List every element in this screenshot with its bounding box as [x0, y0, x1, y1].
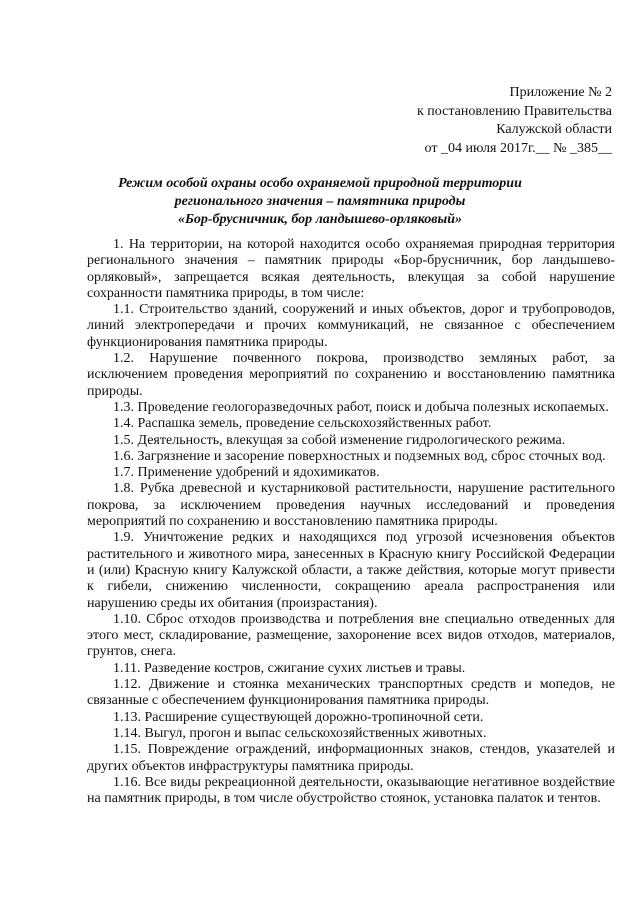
paragraph-1-10: 1.10. Сброс отходов производства и потребления вне специально отведенных для этого мест, складирование, размещение, захоронение всех видов отходов, материалов, грунтов, снега. [87, 611, 615, 660]
paragraph-1-6: 1.6. Загрязнение и засорение поверхностных и подземных вод, сброс сточных вод. [113, 448, 606, 464]
paragraph-1-8: 1.8. Рубка древесной и кустарниковой растительности, нарушение растительного покрова, за исключением проведения научных исследований и проведения мероприятий по сохранению и восстановлению памятника природы. [87, 481, 615, 530]
document-body [87, 237, 615, 807]
appendix-date-number: от _04 июля 2017г.__ № _385__ [424, 140, 612, 156]
appendix-number: Приложение № 2 [509, 85, 612, 100]
paragraph-1-4: 1.4. Распашка земель, проведение сельскохозяйственных работ. [113, 416, 492, 432]
paragraph-1-5: 1.5. Деятельность, влекущая за собой изменение гидрологического режима. [113, 432, 566, 448]
document-title [0, 175, 640, 229]
appendix-reference: к постановлению Правительства [416, 103, 612, 119]
paragraph-1-16: 1.16. Все виды рекреационной деятельности, оказывающие негативное воздействие на памятник природы, в том числе обустройство стоянок, установка палаток и тентов. [87, 774, 615, 807]
paragraph-1-1: 1.1. Строительство зданий, сооружений и иных объектов, дорог и трубопроводов, линий электропередачи и прочих коммуникаций, не связанное с обеспечением функционирования памятника природы. [87, 302, 615, 350]
paragraph-1-15: 1.15. Повреждение ограждений, информационных знаков, стендов, указателей и других объектов инфраструктуры памятника природы. [87, 742, 615, 774]
title-line-1: Режим особой охраны особо охраняемой природной территории [118, 176, 522, 191]
title-line-3: «Бор-брусничник, бор ландышево-орляковый» [177, 212, 463, 227]
appendix-region: Калужской области [496, 122, 612, 137]
paragraph-1: 1. На территории, на которой находится особо охраняемая природная территория регионального значения – памятник природы «Бор-брусничник, бор ландышево-орляковый», запрещается всякая деятельность, влекущая за собой нарушение сохранности памятника природы, в том числе: [87, 237, 615, 301]
paragraph-1-12: 1.12. Движение и стоянка механических транспортных средств и мопедов, не связанные с обеспечением функционирования памятника природы. [87, 677, 615, 709]
appendix-header [417, 84, 612, 158]
paragraph-1-7: 1.7. Применение удобрений и ядохимикатов. [113, 465, 380, 481]
paragraph-1-11: 1.11. Разведение костров, сжигание сухих листьев и травы. [113, 660, 466, 676]
paragraph-1-2: 1.2. Нарушение почвенного покрова, производство земляных работ, за исключением проведения мероприятий по сохранению и восстановлению памятника природы. [87, 351, 615, 399]
paragraph-1-14: 1.14. Выгул, прогон и выпас сельскохозяйственных животных. [113, 725, 487, 741]
paragraph-1-9: 1.9. Уничтожение редких и находящихся под угрозой исчезновения объектов растительного и животного мира, занесенных в Красную книгу Российской Федерации и (или) Красную книгу Калужской области, а также действия, которые могут привести к гибели, снижению численности, сокращению ареала распространения или нарушению среды их обитания (произрастания). [87, 530, 615, 611]
paragraph-1-13: 1.13. Расширение существующей дорожно-тропиночной сети. [113, 709, 484, 725]
title-line-2: регионального значения – памятника природы [174, 194, 466, 209]
paragraph-1-3: 1.3. Проведение геологоразведочных работ, поиск и добыча полезных ископаемых. [113, 399, 609, 415]
